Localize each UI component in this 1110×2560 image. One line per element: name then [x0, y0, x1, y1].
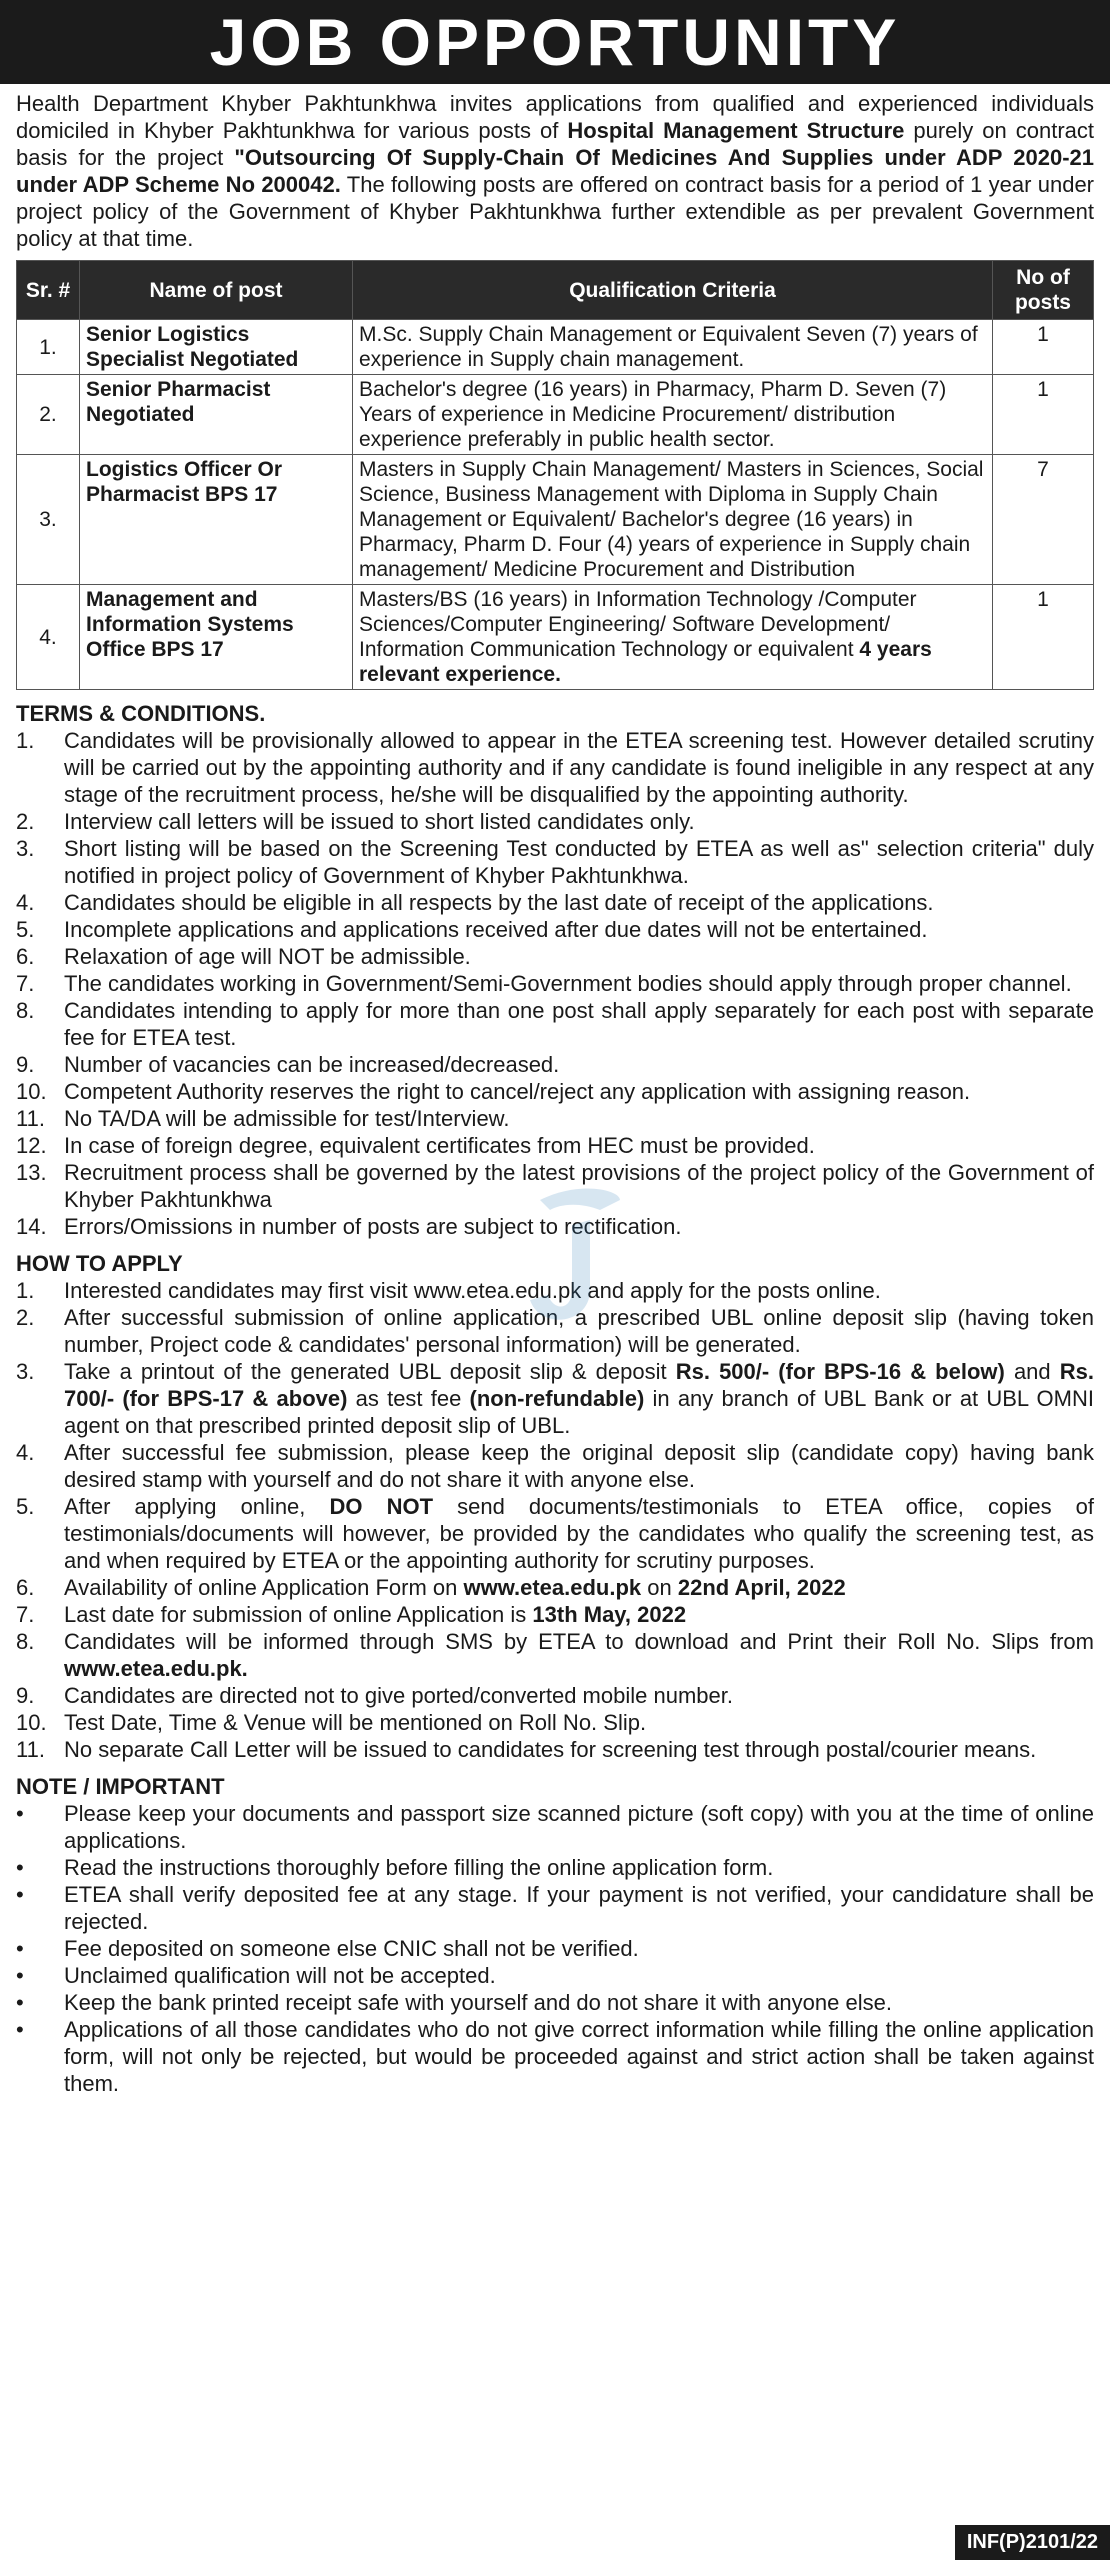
list-item: 11. No TA/DA will be admissible for test/Interview. — [16, 1106, 510, 1131]
etea-link[interactable]: www.etea.edu.pk — [463, 1575, 642, 1600]
intro-paragraph: Health Department Khyber Pakhtunkhwa invites applications from qualified and experienced individuals domiciled in Khyber Pakhtunkhwa for various posts of Hospital Management Structure purely on contract basis for the project "Outsourcing Of Supply-Chain Of Medicines And Supplies under ADP 2020-21 under ADP Scheme No 200042. The following posts are offered on contract basis for a period of 1 year under project policy of the Government of Khyber Pakhtunkhwa further extendible as per prevalent Government policy at that time. — [16, 91, 1095, 251]
list-item: 10. Competent Authority reserves the right to cancel/reject any application with assigning reason. — [16, 1079, 971, 1104]
terms-list — [16, 727, 1094, 1240]
table-row: 1. Senior Logistics Specialist Negotiated M.Sc. Supply Chain Management or Equivalent Seven (7) years of experience in Supply chain management. 1 — [17, 320, 1094, 375]
list-item: • Applications of all those candidates who do not give correct information while filling the online application form, will not only be rejected, but would be proceeded against and strict action shall be taken against them. — [16, 2017, 1094, 2096]
list-item: 9. Candidates are directed not to give ported/converted mobile number. — [16, 1683, 733, 1708]
list-item: 1. Candidates will be provisionally allowed to appear in the ETEA screening test. However detailed scrutiny will be carried out by the appointing authority and if any candidate is found ineligible in any respect at any stage of the recruitment process, he/she will be disqualified by the appointing authority. — [16, 728, 1094, 807]
ad-reference-code: INF(P)2101/22 — [955, 2525, 1110, 2560]
list-item: 12. In case of foreign degree, equivalent certificates from HEC must be provided. — [16, 1133, 815, 1158]
list-item: 3. Take a printout of the generated UBL deposit slip & deposit Rs. 500/- (for BPS-16 & below) and Rs. 700/- (for BPS-17 & above) as test fee (non-refundable) in any branch of UBL Bank or at UBL OMNI agent on that prescribed printed deposit slip of UBL. — [16, 1359, 1094, 1438]
list-item: 4. After successful fee submission, please keep the original deposit slip (candidate copy) having bank desired stamp with yourself and do not share it with anyone else. — [16, 1440, 1094, 1492]
col-header-qualification: Qualification Criteria — [353, 261, 993, 320]
table-header-row — [17, 261, 1094, 320]
list-item: 5. Incomplete applications and applications received after due dates will not be entertained. — [16, 917, 928, 942]
table-row: 3. Logistics Officer Or Pharmacist BPS 17 Masters in Supply Chain Management/ Masters in Sciences, Social Science, Business Management with Diploma in Supply Chain Management or Equivalent/ Bachelor's degree (16 years) in Pharmacy, Pharm D. Four (4) years of experience in Supply chain management/ Medicine Procurement and Distribution 7 — [17, 455, 1094, 585]
list-item: 8. Candidates intending to apply for more than one post shall apply separately for each post with separate fee for ETEA test. — [16, 998, 1094, 1050]
watermark-logo-icon — [520, 1180, 630, 1340]
list-item: 14. Errors/Omissions in number of posts are subject to rectification. — [16, 1214, 682, 1239]
list-item: • Fee deposited on someone else CNIC shall not be verified. — [16, 1936, 639, 1961]
col-header-posts: No of posts — [993, 261, 1094, 320]
list-item: 6. Relaxation of age will NOT be admissible. — [16, 944, 471, 969]
table-row: 4. Management and Information Systems Office BPS 17 Masters/BS (16 years) in Information Technology /Computer Sciences/Computer Engineering/ Software Development/ Information Communication Technology or equivalent 4 years relevant experience. 1 — [17, 585, 1094, 690]
list-item: • ETEA shall verify deposited fee at any stage. If your payment is not verified, your candidature shall be rejected. — [16, 1882, 1094, 1934]
list-item: 11. No separate Call Letter will be issued to candidates for screening test through postal/courier means. — [16, 1737, 1037, 1762]
notes-list — [16, 1800, 1094, 2097]
list-item: 7. Last date for submission of online Application is 13th May, 2022 — [16, 1602, 687, 1627]
list-item: • Keep the bank printed receipt safe with yourself and do not share it with anyone else. — [16, 1990, 892, 2015]
list-item: 7. The candidates working in Government/Semi-Government bodies should apply through proper channel. — [16, 971, 1072, 996]
page-title: JOB OPPORTUNITY — [0, 0, 1110, 84]
etea-link[interactable]: www.etea.edu.pk. — [64, 1656, 248, 1681]
list-item: • Please keep your documents and passport size scanned picture (soft copy) with you at the time of online applications. — [16, 1801, 1094, 1853]
posts-table — [16, 260, 1094, 690]
list-item: 4. Candidates should be eligible in all respects by the last date of receipt of the applications. — [16, 890, 934, 915]
how-to-apply-list — [16, 1277, 1094, 1763]
list-item: 2. Interview call letters will be issued to short listed candidates only. — [16, 809, 695, 834]
list-item: 10. Test Date, Time & Venue will be mentioned on Roll No. Slip. — [16, 1710, 647, 1735]
list-item: 3. Short listing will be based on the Screening Test conducted by ETEA as well as" selection criteria" duly notified in project policy of Government of Khyber Pakhtunkhwa. — [16, 836, 1094, 888]
notes-heading: NOTE / IMPORTANT — [16, 1774, 225, 1799]
list-item: • Read the instructions thoroughly before filling the online application form. — [16, 1855, 774, 1880]
col-header-sr: Sr. # — [17, 261, 80, 320]
how-to-apply-heading: HOW TO APPLY — [16, 1251, 183, 1276]
list-item: 1. Interested candidates may first visit www.etea.edu.pk and apply for the posts online. — [16, 1278, 881, 1303]
table-row: 2. Senior Pharmacist Negotiated Bachelor's degree (16 years) in Pharmacy, Pharm D. Seven (7) Years of experience in Medicine Procurement/ distribution experience preferably in public health sector. 1 — [17, 375, 1094, 455]
list-item: • Unclaimed qualification will not be accepted. — [16, 1963, 496, 1988]
col-header-name: Name of post — [80, 261, 353, 320]
terms-heading: TERMS & CONDITIONS. — [16, 701, 266, 726]
list-item: 5. After applying online, DO NOT send documents/testimonials to ETEA office, copies of testimonials/documents will however, be provided by the candidates who qualify the screening test, as and when required by ETEA or the appointing authority for scrutiny purposes. — [16, 1494, 1094, 1573]
list-item: 6. Availability of online Application Form on www.etea.edu.pk on 22nd April, 2022 — [16, 1575, 846, 1600]
list-item: 9. Number of vacancies can be increased/decreased. — [16, 1052, 560, 1077]
list-item: 8. Candidates will be informed through SMS by ETEA to download and Print their Roll No. Slips from www.etea.edu.pk. — [16, 1629, 1094, 1681]
list-item: 2. After successful submission of online application, a prescribed UBL online deposit slip (having token number, Project code & candidates' personal information) will be generated. — [16, 1305, 1094, 1357]
list-item: 13. Recruitment process shall be governed by the latest provisions of the project policy of the Government of Khyber Pakhtunkhwa — [16, 1160, 1094, 1212]
